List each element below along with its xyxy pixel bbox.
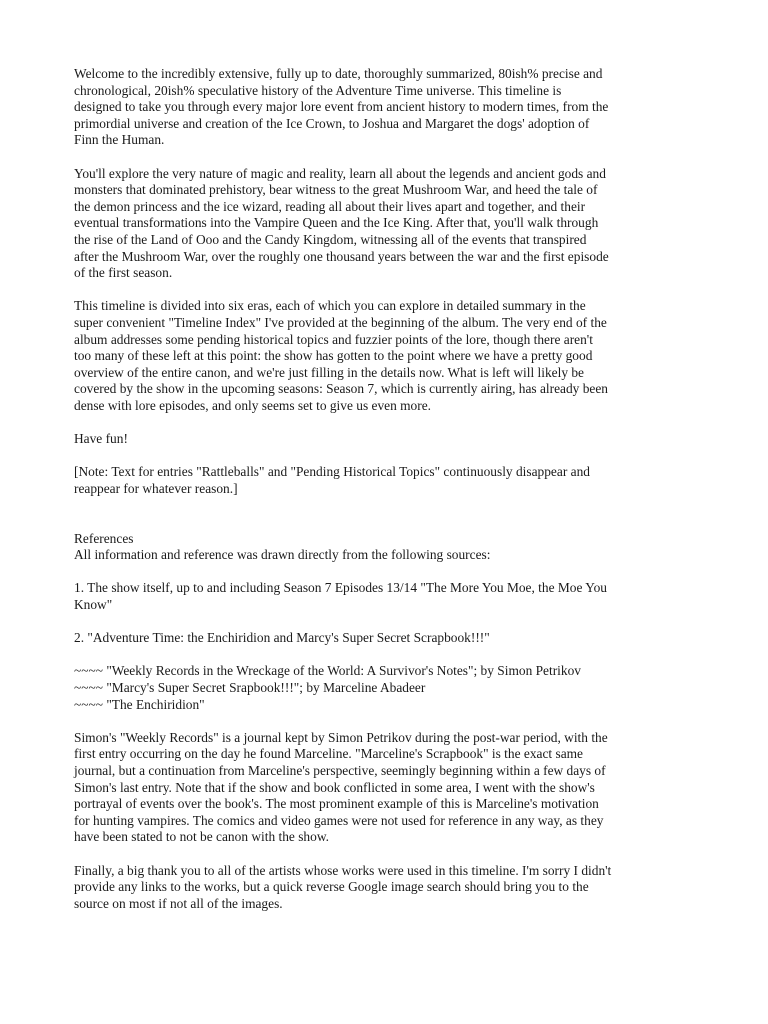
text-line: primordial universe and creation of the Ice Crown, to Joshua and Margaret the dogs' adoption of [74, 115, 590, 131]
sub-source-item: ~~~~ "Weekly Records in the Wreckage of the World: A Survivor's Notes"; by Simon Petrikov [74, 663, 581, 679]
references-intro: All information and reference was drawn directly from the following sources: [74, 547, 491, 563]
text-line: designed to take you through every major lore event from ancient history to modern times, from the [74, 99, 609, 115]
text-line: Have fun! [74, 431, 128, 447]
note-paragraph [74, 464, 704, 497]
text-line: Finn the Human. [74, 132, 165, 148]
intro-paragraph-3 [74, 298, 704, 414]
text-line: chronological, 20ish% speculative history of the Adventure Time universe. This timeline is [74, 82, 562, 98]
text-line: portrayal of events over the book's. The most prominent example of this is Marceline's motivation [74, 796, 599, 812]
text-line: album addresses some pending historical topics and fuzzier points of the lore, though there aren't [74, 331, 593, 347]
text-line: covered by the show in the upcoming seasons: Season 7, which is currently airing, has already been [74, 381, 608, 397]
text-line: Know" [74, 597, 113, 612]
text-line: Simon's last entry. Note that if the show and book conflicted in some area, I went with the show's [74, 779, 595, 795]
text-line: the rise of the Land of Ooo and the Candy Kingdom, witnessing all of the events that transpired [74, 231, 587, 247]
text-line: Simon's "Weekly Records" is a journal kept by Simon Petrikov during the post-war period, with the [74, 729, 608, 745]
sub-source-item: ~~~~ "Marcy's Super Secret Srapbook!!!"; by Marceline Abadeer [74, 679, 426, 695]
spacer [74, 514, 704, 531]
text-line: eventual transformations into the Vampire Queen and the Ice King. After that, you'll walk through [74, 215, 599, 231]
text-line: super convenient "Timeline Index" I've provided at the beginning of the album. The very end of the [74, 314, 607, 330]
text-line: first entry occurring on the day he found Marceline. "Marceline's Scrapbook" is the exact same [74, 746, 583, 762]
text-line: reappear for whatever reason.] [74, 480, 238, 496]
text-line: 2. "Adventure Time: the Enchiridion and Marcy's Super Secret Scrapbook!!!" [74, 630, 490, 646]
text-line: too many of these left at this point: the show has gotten to the point where we have a pretty good [74, 348, 593, 364]
source-1 [74, 580, 704, 613]
sub-source-item: ~~~~ "The Enchiridion" [74, 696, 205, 712]
text-line: Welcome to the incredibly extensive, fully up to date, thoroughly summarized, 80ish% precise and [74, 66, 603, 81]
text-line: after the Mushroom War, over the roughly one thousand years between the war and the first episode [74, 248, 609, 264]
text-line: 1. The show itself, up to and including Season 7 Episodes 13/14 "The More You Moe, the Moe You [74, 580, 608, 596]
text-line: have been stated to not be canon with the show. [74, 829, 329, 845]
text-line: journal, but a continuation from Marceline's perspective, seemingly beginning within a few days of [74, 762, 606, 778]
text-line: of the first season. [74, 265, 173, 281]
references-section [74, 531, 704, 564]
references-notes [74, 730, 704, 846]
text-line: for hunting vampires. The comics and video games were not used for reference in any way, as they [74, 812, 604, 828]
source-2 [74, 630, 704, 647]
document-page [74, 66, 704, 929]
text-line: [Note: Text for entries "Rattleballs" and "Pending Historical Topics" continuously disappear and [74, 464, 590, 480]
text-line: the demon princess and the ice wizard, reading all about their lives apart and together, and their [74, 198, 586, 214]
sub-sources [74, 663, 704, 713]
thanks-paragraph [74, 863, 704, 913]
text-line: provide any links to the works, but a quick reverse Google image search should bring you to the [74, 879, 589, 895]
text-line: You'll explore the very nature of magic and reality, learn all about the legends and ancient gods and [74, 165, 606, 181]
intro-paragraph-4 [74, 431, 704, 448]
text-line: monsters that dominated prehistory, bear witness to the great Mushroom War, and heed the tale of [74, 182, 598, 198]
text-line: dense with lore episodes, and only seems set to give us even more. [74, 397, 432, 413]
text-line: overview of the entire canon, and we're just filling in the details now. What is left will likely be [74, 364, 585, 380]
intro-paragraph-2 [74, 166, 704, 282]
text-line: This timeline is divided into six eras, each of which you can explore in detailed summary in the [74, 298, 586, 314]
intro-paragraph-1 [74, 66, 704, 149]
text-line: Finally, a big thank you to all of the artists whose works were used in this timeline. I'm sorry I didn't [74, 862, 612, 878]
text-line: source on most if not all of the images. [74, 895, 283, 911]
references-heading: References [74, 530, 134, 546]
